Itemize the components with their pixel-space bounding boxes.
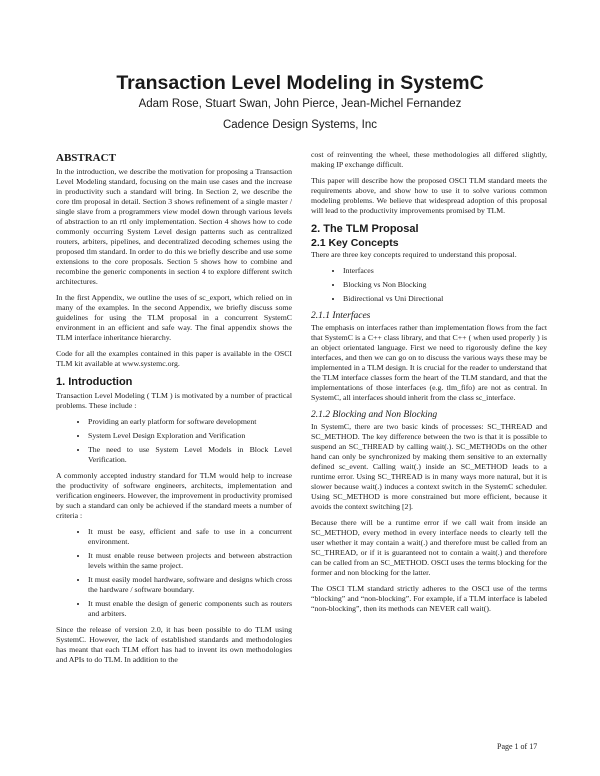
key-concepts-paragraph: There are three key concepts required to understand this proposal. [311,250,517,259]
intro-paragraph-2: A commonly accepted industry standard for TLM would help to increase the productivity of software engineers, architects, implementation and verification engineers. However, the improvement in productivity promised by such a standard can only be achieved if the standard meets a number of criteria : [56,471,292,520]
interfaces-heading: 2.1.1 Interfaces [311,311,371,321]
list-item: • It must enable reuse between projects and between abstraction levels within the same project. [88,551,292,571]
list-item: • Providing an early platform for software development [88,417,292,427]
right-column [311,150,547,620]
affiliation: Cadence Design Systems, Inc [222,119,378,131]
blocking-heading: 2.1.2 Blocking and Non Blocking [311,410,438,420]
intro-paragraph-1: Transaction Level Modeling ( TLM ) is motivated by a number of practical problems. These include : [56,391,292,410]
list-item: • The need to use System Level Models in Block Level Verification. [88,445,292,465]
list-item: • It must be easy, efficient and safe to use in a concurrent environment. [88,527,292,547]
blocking-paragraph-1: In SystemC, there are two basic kinds of processes: SC_THREAD and SC_METHOD. The key difference between the two is that it is possible to suspend an SC_THREAD by calling wait(.). SC_METHODs on the other hand can only be synchronized by making them sensitive to an externally defined sc_event. Calling wait(.) inside an SC_METHOD leads to a runtime error. Using SC_THREAD is in many ways more natural, but it is slower because wait(.) induces a context switch in the SystemC scheduler. Using SC_METHOD is more constrained but more efficient, because it avoids the context switching [2]. [311,422,547,511]
authors: Adam Rose, Stuart Swan, John Pierce, Jean-Michel Fernandez [138,98,462,110]
intro-paragraph-3: Since the release of version 2.0, it has been possible to do TLM using SystemC. However, the lack of established standards and methodologies has meant that each TLM effort has had to invent its own methodologies and APIs to do TLM. In addition to the [56,625,292,664]
list-item: • Blocking vs Non Blocking [343,280,547,290]
list-item: • It must enable the design of generic components such as routers and arbiters. [88,599,292,619]
blocking-paragraph-3: The OSCI TLM standard strictly adheres to the OSCI use of the terms “blocking” and “non-blocking”. For example, if a TLM interface is labeled “non-blocking”, then its methods can NEVER call wait(). [311,584,547,613]
problems-list [56,417,292,465]
blocking-paragraph-2: Because there will be a runtime error if we call wait from inside an SC_METHOD, every method in every interface needs to clearly tell the user whether it may contain a wait(.) and therefore must be called from an SC_THREAD, or if it is guaranteed not to contain a wait(.) and therefore can be called from an SC_METHOD. OSCI uses the terms blocking for the former and non blocking for the latter. [311,518,547,577]
list-item: • Interfaces [343,266,547,276]
paper-title: Transaction Level Modeling in SystemC [116,72,484,94]
abstract-paragraph-3: Code for all the examples contained in this paper is available in the OSCI TLM kit available at www.systemc.org. [56,349,292,368]
intro-paragraph-5: This paper will describe how the proposed OSCI TLM standard meets the requirements above, and show how to use it to solve various common modeling problems. We believe that widespread adoption of this proposal will lead to the productivity improvements promised by TLM. [311,176,547,215]
abstract-paragraph-2: In the first Appendix, we outline the uses of sc_export, which relied on in many of the examples. In the second Appendix, we briefly discuss some guidelines for using the TLM proposal in a concurrent SystemC environment in an efficient and safe way. The final appendix shows the TLM interface inheritance hierarchy. [56,293,292,342]
list-item: • System Level Design Exploration and Verification [88,431,292,441]
left-column [56,150,292,671]
abstract-heading: ABSTRACT [56,152,116,164]
list-item: • Bidirectional vs Uni Directional [343,294,547,304]
page-number: Page 1 of 17 [497,742,538,751]
key-concepts-list [311,266,547,304]
tlm-proposal-heading: 2. The TLM Proposal [311,223,419,235]
list-item: • It must easily model hardware, software and designs which cross the hardware / software boundary. [88,575,292,595]
intro-paragraph-4: cost of reinventing the wheel, these methodologies all differed slightly, making IP exchange difficult. [311,150,547,169]
introduction-heading: 1. Introduction [56,376,133,388]
abstract-paragraph-1: In the introduction, we describe the motivation for proposing a Transaction Level Modeling standard, focusing on the main use cases and the increase in productivity such a standard will bring. In Section 2, we describe the core tlm proposal in detail. Section 3 shows refinement of a single master / single slave from a programmers view model down through various levels of abstraction to an rtl only implementation. Section 4 shows how to code commonly occurring System Level design patterns such as centralized routers, arbiters, pipelines, and decentralized decoding schemes using the proposed tlm standard. In order to do this we briefly describe and use some extensions to the core proposals. Section 5 shows how to combine and recombine the generic components in section 4 to explore different switch architectures. [56,167,292,286]
key-concepts-heading: 2.1 Key Concepts [311,237,399,249]
interfaces-paragraph: The emphasis on interfaces rather than implementation flows from the fact that SystemC is a C++ class library, and that C++ ( when used properly ) is an object orientated language. First we need to rigorously define the key interfaces, and then we can go on to discuss the various ways these may be implemented in a TLM design. It is crucial for the reader to understand that the TLM interface classes form the heart of the TLM standard, and that the implementations of those interfaces (e.g. tlm_fifo) are not as central. In SystemC, all interfaces should inherit from the class sc_interface. [311,323,547,402]
criteria-list [56,527,292,619]
